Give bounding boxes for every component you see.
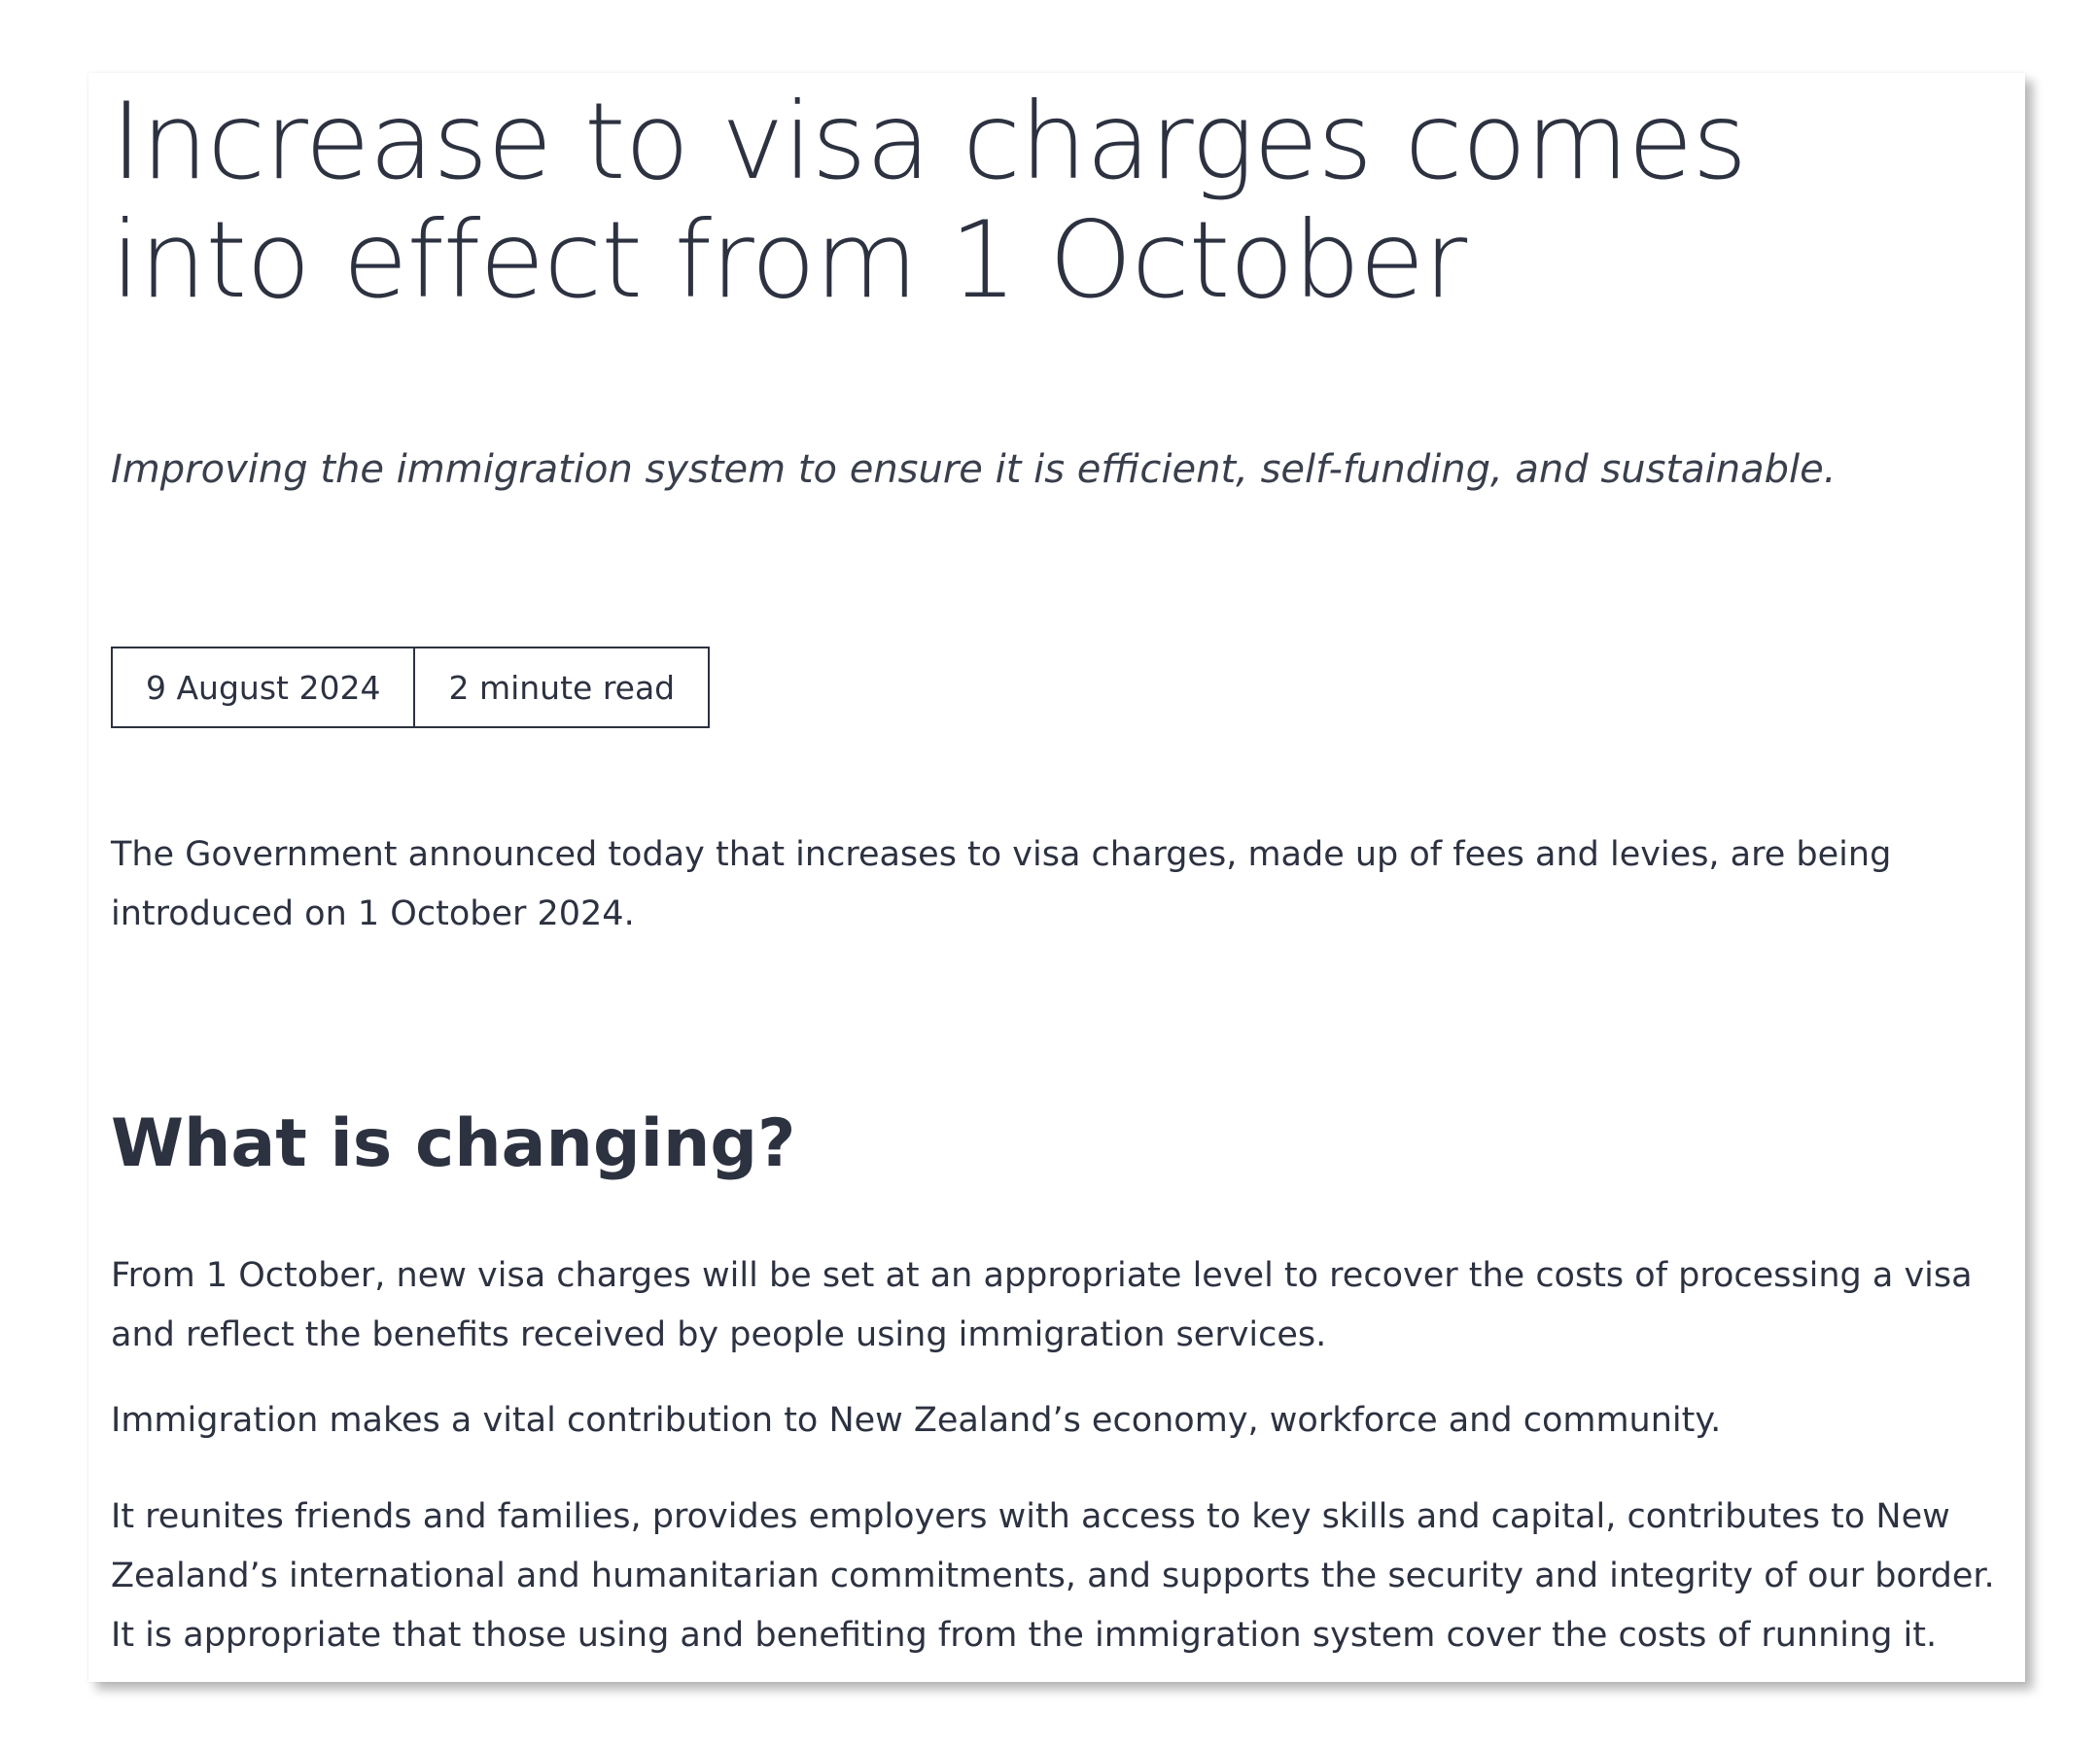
body-paragraph: From 1 October, new visa charges will be set at an appropriate level to recover the costs of processing a visa and reflect the benefits received by people using immigration services.	[111, 1256, 1973, 1354]
read-time: 2 minute read	[413, 648, 708, 726]
page-title: Increase to visa charges comes into effect from 1 October	[111, 80, 1747, 322]
section-heading: What is changing?	[111, 1105, 796, 1182]
article-subtitle: Improving the immigration system to ensure it is efficient, self-funding, and sustainable.	[111, 447, 1837, 492]
article-card	[88, 73, 2025, 1682]
publish-date: 9 August 2024	[146, 668, 381, 707]
intro-paragraph: The Government announced today that increases to visa charges, made up of fees and levies, are being introduced on 1 October 2024.	[111, 835, 1892, 933]
body-paragraph: It reunites friends and families, provides employers with access to key skills and capital, contributes to New Zealand’s international and humanitarian commitments, and supports the security and integrity of our border. It is appropriate that those using and benefiting from the immigration system cover the costs of running it.	[111, 1497, 1995, 1655]
body-paragraph: Immigration makes a vital contribution to New Zealand’s economy, workforce and community.	[111, 1401, 1722, 1440]
article-meta	[111, 647, 710, 728]
